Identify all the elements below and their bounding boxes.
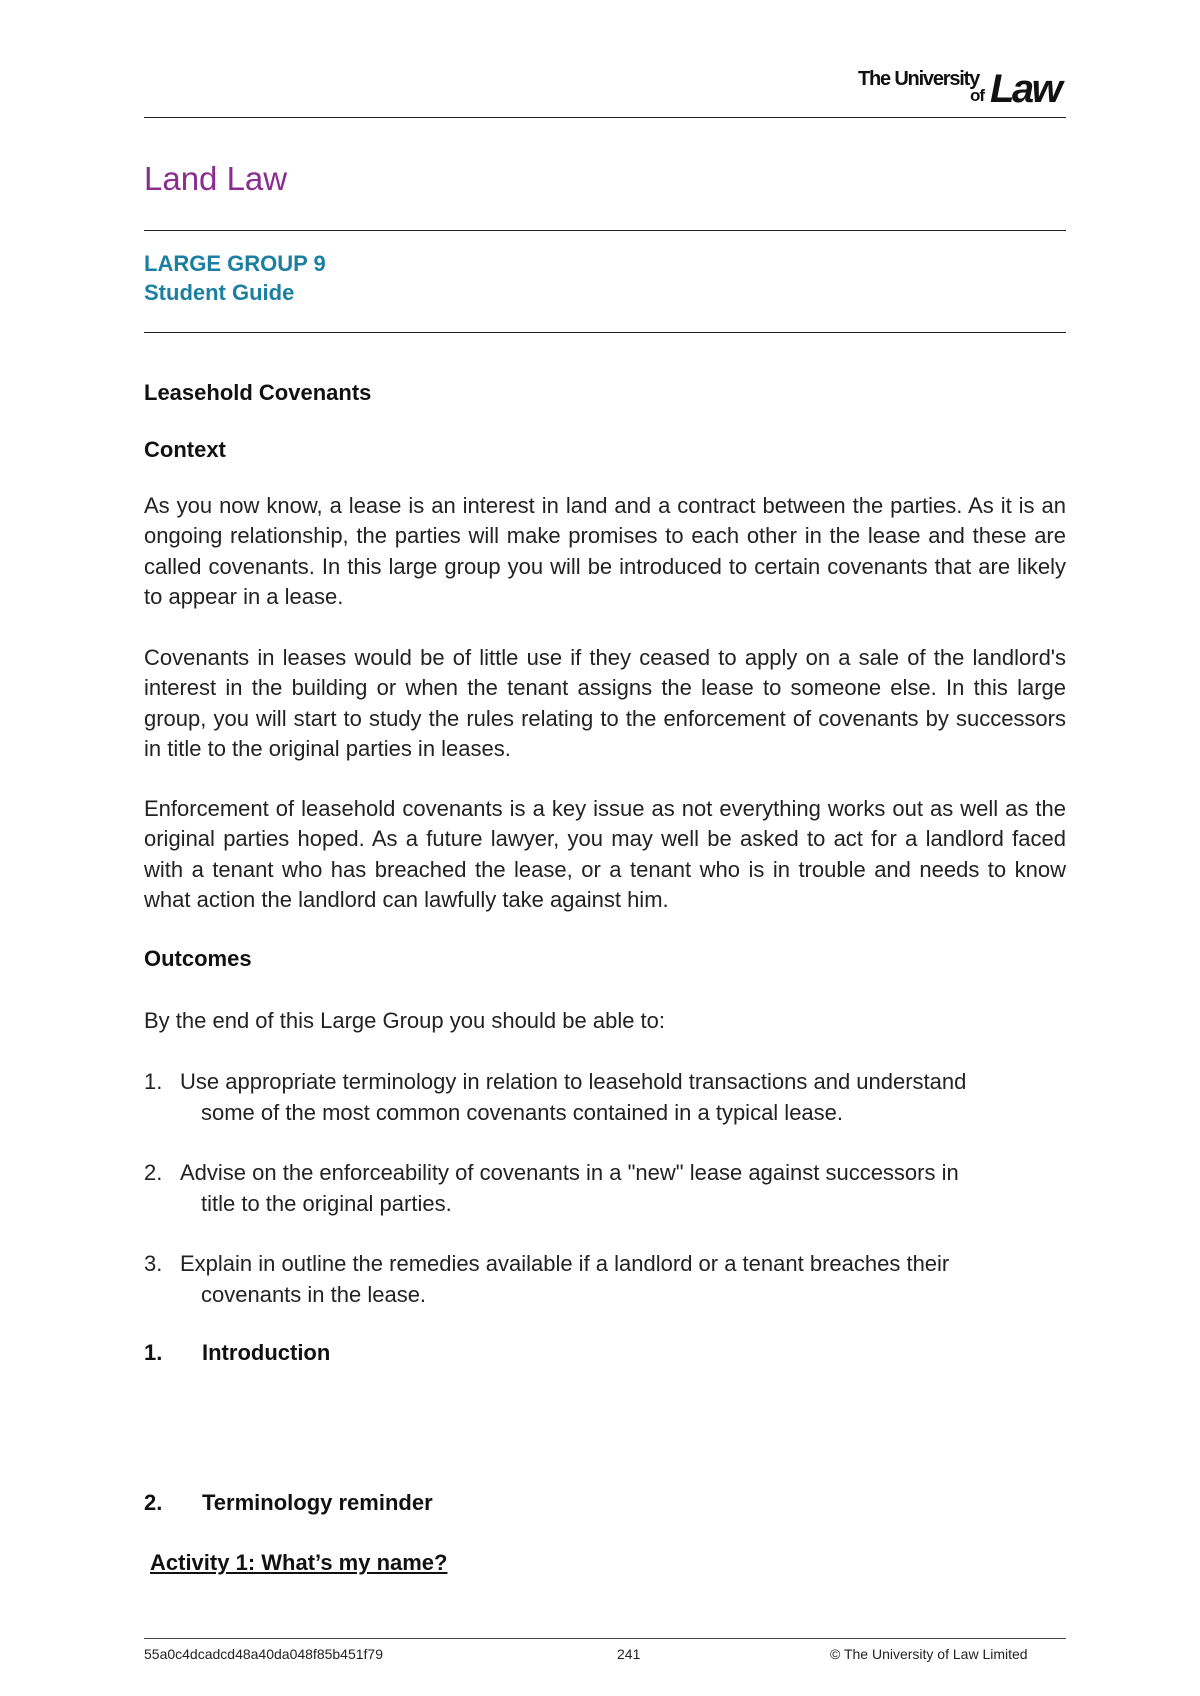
outcome-number: 1. — [144, 1069, 163, 1094]
logo-text-line1: The University — [858, 68, 980, 90]
topic-heading: Leasehold Covenants — [144, 380, 372, 405]
section-title: Terminology reminder — [202, 1490, 433, 1515]
context-paragraph: Covenants in leases would be of little use if they ceased to apply on a sale of the landlord's interest in the building or when the tenant assigns the lease to someone else. In this large group, you will start to study the rules relating to the enforcement of covenants by successors in title to the original parties in leases. — [144, 645, 1066, 762]
outcome-text-rest: title to the original parties. — [201, 1191, 452, 1216]
outcomes-intro: By the end of this Large Group you should be able to: — [144, 1008, 666, 1033]
footer-divider — [144, 1638, 1066, 1639]
context-paragraph: Enforcement of leasehold covenants is a key issue as not everything works out as well as the original parties hoped. As a future lawyer, you may well be asked to act for a landlord faced with a tenant who has breached the lease, or a tenant who is in trouble and needs to know what action the landlord can lawfully take against him. — [144, 796, 1066, 913]
section-heading-introduction — [144, 1340, 330, 1366]
context-paragraph: As you now know, a lease is an interest in land and a contract between the parties. As it is an ongoing relationship, the parties will make promises to each other in the lease and these are called covenants. In this large group you will be introduced to certain covenants that are likely to appear in a lease. — [144, 493, 1066, 610]
logo-text-line3: Law — [990, 67, 1061, 111]
outcome-text-first: Advise on the enforceability of covenants in a "new" lease against successors in — [180, 1160, 959, 1185]
outcome-number: 2. — [144, 1160, 163, 1185]
section-title: Introduction — [202, 1340, 331, 1365]
document-title: Land Law — [144, 160, 288, 197]
section-number: 2. — [144, 1490, 163, 1515]
outcome-text-rest: covenants in the lease. — [201, 1282, 427, 1307]
activity-heading: Activity 1: What’s my name? — [150, 1550, 448, 1575]
footer-copyright: © The University of Law Limited — [830, 1646, 1028, 1662]
outcome-text-rest: some of the most common covenants contained in a typical lease. — [201, 1100, 844, 1125]
guide-type: Student Guide — [144, 280, 295, 305]
outcome-number: 3. — [144, 1251, 163, 1276]
logo-text-line2: of — [970, 86, 985, 105]
outcome-item — [144, 1066, 1066, 1128]
outcome-item — [144, 1248, 1066, 1310]
section-number: 1. — [144, 1340, 163, 1365]
context-heading: Context — [144, 437, 226, 462]
outcomes-heading: Outcomes — [144, 946, 252, 971]
outcome-text-first: Explain in outline the remedies available if a landlord or a tenant breaches their — [180, 1251, 950, 1276]
footer-page-number: 241 — [617, 1646, 641, 1662]
group-label — [144, 249, 326, 307]
title-divider — [144, 230, 1066, 231]
header-divider — [144, 117, 1066, 118]
outcome-item — [144, 1157, 1066, 1219]
group-divider — [144, 332, 1066, 333]
footer-document-id: 55a0c4dcadcd48a40da048f85b451f79 — [144, 1646, 384, 1662]
university-logo — [858, 66, 1068, 111]
section-heading-terminology — [144, 1490, 433, 1516]
group-number: LARGE GROUP 9 — [144, 251, 326, 276]
outcome-text-first: Use appropriate terminology in relation to leasehold transactions and understand — [180, 1069, 967, 1094]
